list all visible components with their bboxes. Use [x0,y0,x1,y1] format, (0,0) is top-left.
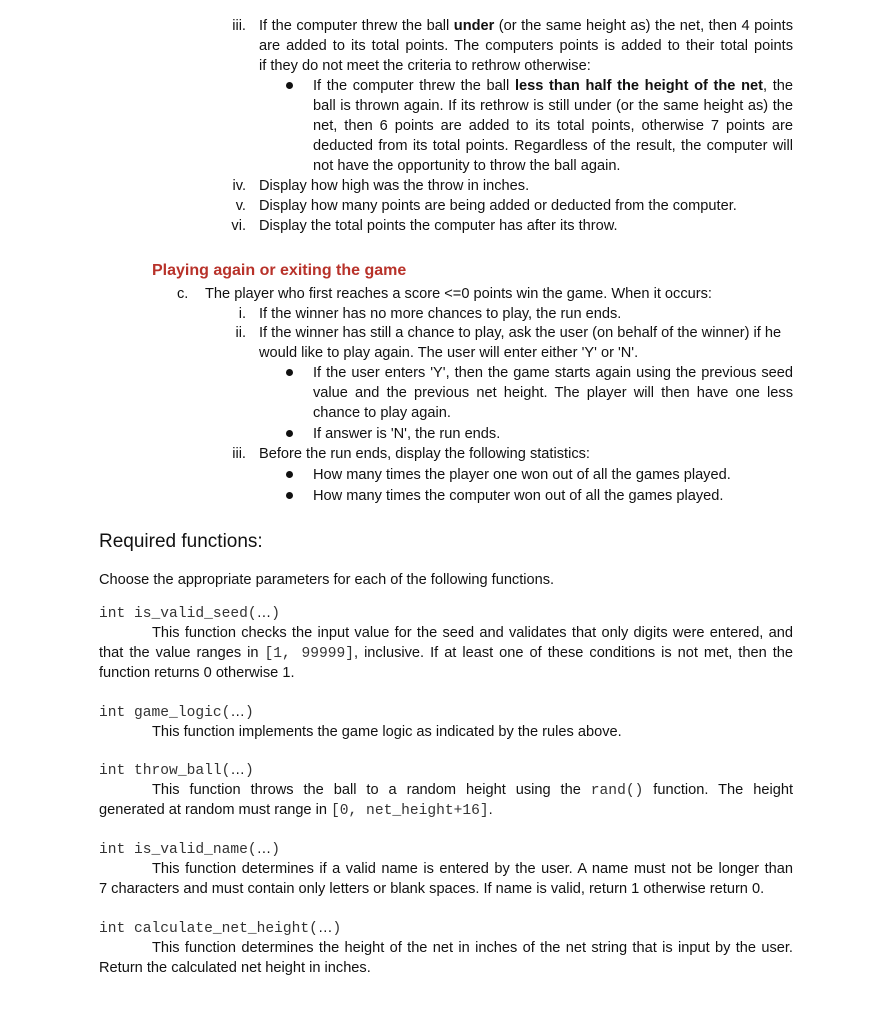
list-marker-vi: vi. [231,218,246,234]
throw-ball-desc-line2: generated at random must range in [0, net_height+16]. [99,802,493,819]
list-marker-iii: iii. [232,446,246,462]
bullet-icon [286,369,293,376]
game-logic-desc-line1: This function implements the game logic as indicated by the rules above. [152,724,622,740]
list-marker-iii: iii. [232,18,246,34]
rule-v-text: Display how many points are being added or deducted from the computer. [259,198,737,214]
rule-iii-bullet-line4: deducted from its total points. Regardless of the result, the computer will [313,138,793,154]
required-functions-intro: Choose the appropriate parameters for each of the following functions. [99,572,555,588]
function-signature-throw-ball: int throw_ball(…) [99,762,254,779]
sub-ii-line1: If the winner has still a chance to play, ask the user (on behalf of the winner) if he [259,325,782,341]
list-marker-i: i. [238,306,246,322]
sub-iii-bullet2: How many times the computer won out of all the games played. [313,488,724,504]
section-heading-playing-again: Playing again or exiting the game [152,262,407,279]
bullet-icon [286,430,293,437]
section-heading-required-functions: Required functions: [99,531,263,552]
bullet-icon [286,82,293,89]
rule-iii-line2: are added to its total points. The computers points is added to their total points [259,38,793,54]
sub-ii-bullet1-line2: value and the previous net height. The player will then have one less [313,385,793,401]
rule-iii-line1: If the computer threw the ball under (or the same height as) the net, then 4 points [259,18,794,34]
sub-ii-line2: would like to play again. The user will enter either 'Y' or 'N'. [259,345,639,361]
rule-iii-line3: if they do not meet the criteria to rethrow otherwise: [259,58,591,74]
rule-iii-bullet-line3: net, then 6 points are added to its total points, otherwise 7 points are [313,118,793,134]
rule-iv-text: Display how high was the throw in inches. [259,178,530,194]
item-c-text: The player who first reaches a score <=0 points win the game. When it occurs: [205,286,712,302]
is-valid-name-desc-line1: This function determines if a valid name is entered by the user. A name must not be longer than [152,861,793,877]
list-marker-ii: ii. [235,325,246,341]
calculate-net-height-desc-line1: This function determines the height of the net in inches of the net string that is input by the user. [152,940,793,956]
is-valid-name-desc-line2: 7 characters and must contain only letters or blank spaces. If name is valid, return 1 otherwise return 0. [99,881,765,897]
bullet-icon [286,471,293,478]
function-signature-is-valid-seed: int is_valid_seed(…) [99,605,280,622]
sub-ii-bullet1-line3: chance to play again. [313,405,451,421]
sub-iii-bullet1: How many times the player one won out of all the games played. [313,467,731,483]
sub-ii-bullet2: If answer is 'N', the run ends. [313,426,501,442]
list-marker-c: c. [177,286,189,302]
is-valid-seed-desc-line1: This function checks the input value for the seed and validates that only digits were entered, and [152,625,793,641]
rule-iii-bullet-line1: If the computer threw the ball less than half the height of the net, the [313,78,793,94]
list-marker-iv: iv. [232,178,246,194]
throw-ball-desc-line1: This function throws the ball to a random height using the rand() function. The height [152,782,793,799]
function-signature-is-valid-name: int is_valid_name(…) [99,841,280,858]
calculate-net-height-desc-line2: Return the calculated net height in inches. [99,960,371,976]
is-valid-seed-desc-line2: that the value ranges in [1, 99999], inclusive. If at least one of these conditions is not met, then the [99,645,793,662]
rule-iii-bullet-line2: ball is thrown again. If its rethrow is still under (or the same height as) the [313,98,793,114]
is-valid-seed-desc-line3: function returns 0 otherwise 1. [99,665,295,681]
rule-vi-text: Display the total points the computer has after its throw. [259,218,618,234]
function-signature-calculate-net-height: int calculate_net_height(…) [99,920,342,937]
function-signature-game-logic: int game_logic(…) [99,704,254,721]
rule-iii-bullet-line5: not have the opportunity to throw the ball again. [313,158,621,174]
bullet-icon [286,492,293,499]
sub-iii-text: Before the run ends, display the following statistics: [259,446,590,462]
sub-ii-bullet1-line1: If the user enters 'Y', then the game starts again using the previous seed [313,365,793,381]
sub-i-text: If the winner has no more chances to play, the run ends. [259,306,622,322]
list-marker-v: v. [235,198,246,214]
